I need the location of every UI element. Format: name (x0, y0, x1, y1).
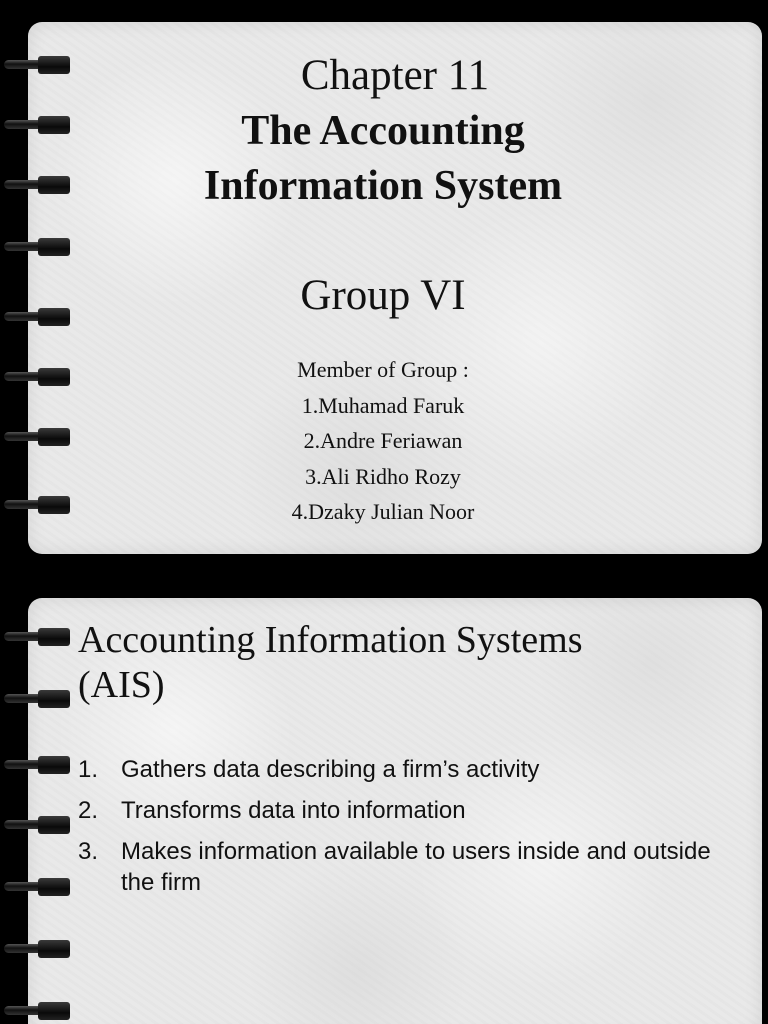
list-item (78, 795, 738, 826)
list-item-number: 1. (78, 756, 99, 783)
spiral-ring-icon (0, 54, 72, 78)
spiral-ring-icon (0, 426, 72, 450)
spiral-ring-icon (0, 938, 72, 962)
list-item-text: Makes information available to users inside and outside the firm (121, 838, 711, 896)
member-item: 3.Ali Ridho Rozy (305, 463, 461, 489)
spiral-ring-icon (0, 1000, 72, 1024)
slide-title-line-2: Information System (203, 163, 563, 209)
chapter-heading: Chapter 11 (300, 52, 490, 99)
list-item-number: 3. (78, 838, 99, 865)
spiral-ring-icon (0, 754, 72, 778)
member-item: 2.Andre Feriawan (303, 428, 463, 453)
spiral-ring-icon (0, 174, 72, 198)
content-slide (28, 598, 762, 1024)
list-item-text: Transforms data into information (121, 797, 466, 824)
slide-title-line-1: The Accounting (241, 108, 525, 154)
slide-title-line-1: Accounting Information Systems (78, 619, 583, 661)
spiral-ring-icon (0, 306, 72, 330)
spiral-ring-icon (0, 236, 72, 260)
list-item (78, 836, 738, 898)
slide-title (28, 104, 738, 214)
list-item-text: Gathers data describing a firm’s activity (121, 756, 540, 783)
list-item-number: 2. (78, 797, 99, 824)
spiral-ring-icon (0, 688, 72, 712)
slide-title-line-2: (AIS) (78, 664, 165, 706)
spiral-ring-icon (0, 114, 72, 138)
group-heading: Group VI (300, 272, 466, 319)
spiral-ring-icon (0, 814, 72, 838)
spiral-ring-icon (0, 626, 72, 650)
member-item: 4.Dzaky Julian Noor (291, 499, 475, 524)
member-list (28, 352, 738, 530)
member-item: 1.Muhamad Faruk (301, 392, 465, 418)
spiral-ring-icon (0, 876, 72, 900)
title-slide (28, 22, 762, 554)
spiral-ring-icon (0, 366, 72, 390)
slide-title (78, 618, 738, 708)
list-item (78, 754, 738, 785)
spiral-ring-icon (0, 494, 72, 518)
ais-function-list (78, 754, 738, 908)
member-list-heading: Member of Group : (297, 357, 469, 382)
